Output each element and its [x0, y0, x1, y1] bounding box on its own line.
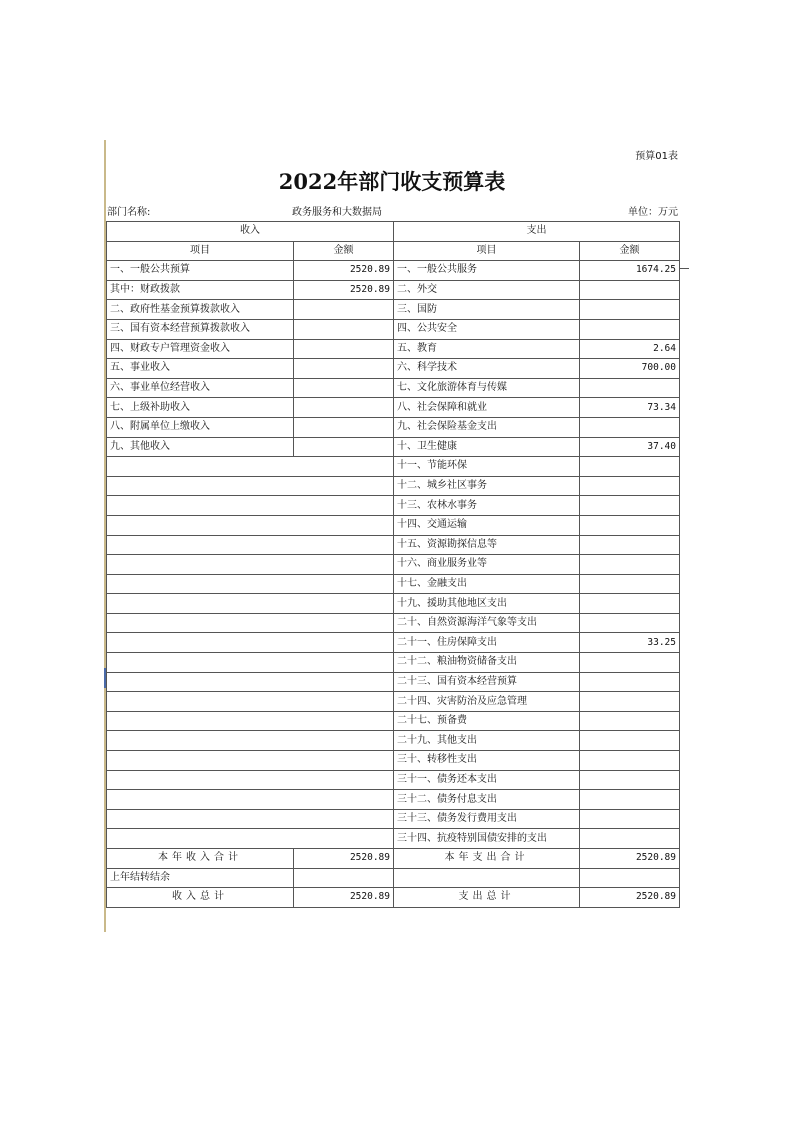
income-blank-cell — [107, 633, 394, 653]
expense-amount-cell — [580, 319, 680, 339]
expense-year-total-label: 本年支出合计 — [394, 849, 580, 869]
income-amount-header: 金额 — [294, 241, 394, 261]
expense-amount-cell: 1674.25 — [580, 261, 680, 281]
table-row — [107, 476, 680, 496]
budget-table — [106, 221, 680, 908]
expense-amount-cell: 33.25 — [580, 633, 680, 653]
income-item-cell: 三、国有资本经营预算拨款收入 — [107, 319, 294, 339]
income-blank-cell — [107, 515, 394, 535]
table-edge-stub — [679, 268, 689, 269]
table-row — [107, 319, 680, 339]
carryover-row — [107, 868, 680, 888]
income-blank-cell — [107, 692, 394, 712]
income-total-label: 收入总计 — [107, 888, 294, 908]
income-amount-cell: 2520.89 — [294, 280, 394, 300]
income-blank-cell — [107, 574, 394, 594]
income-amount-cell — [294, 359, 394, 379]
income-amount-cell — [294, 398, 394, 418]
income-blank-cell — [107, 613, 394, 633]
expense-amount-cell — [580, 770, 680, 790]
expense-item-cell: 三、国防 — [394, 300, 580, 320]
table-row — [107, 672, 680, 692]
income-blank-cell — [107, 809, 394, 829]
income-blank-cell — [107, 457, 394, 477]
table-row — [107, 280, 680, 300]
expense-amount-cell: 2.64 — [580, 339, 680, 359]
expense-amount-cell — [580, 790, 680, 810]
table-row — [107, 574, 680, 594]
expense-item-cell: 八、社会保障和就业 — [394, 398, 580, 418]
table-row — [107, 437, 680, 457]
expense-item-cell: 十三、农林水事务 — [394, 496, 580, 516]
income-blank-cell — [107, 829, 394, 849]
expense-item-cell: 二十九、其他支出 — [394, 731, 580, 751]
expense-year-total-value: 2520.89 — [580, 849, 680, 869]
table-row — [107, 457, 680, 477]
expense-amount-cell — [580, 613, 680, 633]
department-label: 部门名称: — [107, 207, 151, 218]
table-row — [107, 378, 680, 398]
table-row — [107, 633, 680, 653]
income-amount-cell — [294, 300, 394, 320]
expense-amount-cell — [580, 653, 680, 673]
header-row-sections — [107, 222, 680, 242]
expense-amount-cell — [580, 535, 680, 555]
expense-amount-cell — [580, 751, 680, 771]
table-row — [107, 339, 680, 359]
expense-amount-cell — [580, 300, 680, 320]
expense-item-cell: 十五、资源勘探信息等 — [394, 535, 580, 555]
expense-amount-cell — [580, 594, 680, 614]
income-item-cell: 五、事业收入 — [107, 359, 294, 379]
expense-amount-cell: 700.00 — [580, 359, 680, 379]
carryover-label: 上年结转结余 — [107, 868, 294, 888]
table-row — [107, 809, 680, 829]
expense-item-cell: 一、一般公共服务 — [394, 261, 580, 281]
table-row — [107, 398, 680, 418]
expense-item-cell: 二十三、国有资本经营预算 — [394, 672, 580, 692]
expense-item-cell: 五、教育 — [394, 339, 580, 359]
table-row — [107, 496, 680, 516]
income-item-cell: 四、财政专户管理资金收入 — [107, 339, 294, 359]
table-row — [107, 594, 680, 614]
income-year-total-label: 本年收入合计 — [107, 849, 294, 869]
expense-section-header: 支出 — [394, 222, 680, 242]
income-item-cell: 六、事业单位经营收入 — [107, 378, 294, 398]
table-row — [107, 653, 680, 673]
expense-item-cell: 六、科学技术 — [394, 359, 580, 379]
expense-item-cell: 三十、转移性支出 — [394, 751, 580, 771]
expense-item-cell: 十一、节能环保 — [394, 457, 580, 477]
expense-amount-cell — [580, 809, 680, 829]
expense-amount-cell — [580, 829, 680, 849]
expense-item-cell: 十七、金融支出 — [394, 574, 580, 594]
income-blank-cell — [107, 672, 394, 692]
income-section-header: 收入 — [107, 222, 394, 242]
expense-amount-cell: 37.40 — [580, 437, 680, 457]
income-item-cell: 一、一般公共预算 — [107, 261, 294, 281]
expense-item-cell: 二十一、住房保障支出 — [394, 633, 580, 653]
expense-item-cell: 十九、援助其他地区支出 — [394, 594, 580, 614]
table-row — [107, 535, 680, 555]
expense-item-cell: 二、外交 — [394, 280, 580, 300]
expense-amount-cell — [580, 496, 680, 516]
expense-amount-cell — [580, 731, 680, 751]
year-total-row — [107, 849, 680, 869]
table-row — [107, 555, 680, 575]
income-amount-cell — [294, 378, 394, 398]
expense-amount-cell — [580, 476, 680, 496]
expense-amount-header: 金额 — [580, 241, 680, 261]
expense-item-header: 项目 — [394, 241, 580, 261]
expense-item-cell: 十四、交通运输 — [394, 515, 580, 535]
expense-amount-cell — [580, 672, 680, 692]
table-row — [107, 829, 680, 849]
carryover-value — [294, 868, 394, 888]
income-blank-cell — [107, 653, 394, 673]
income-blank-cell — [107, 496, 394, 516]
expense-amount-cell — [580, 555, 680, 575]
expense-blank-cell — [394, 868, 580, 888]
department-name: 政务服务和大数据局 — [292, 207, 382, 218]
expense-amount-cell — [580, 692, 680, 712]
income-amount-cell: 2520.89 — [294, 261, 394, 281]
income-blank-cell — [107, 535, 394, 555]
income-blank-cell — [107, 790, 394, 810]
expense-item-cell: 三十四、抗疫特别国债安排的支出 — [394, 829, 580, 849]
form-number: 预算01表 — [635, 151, 678, 162]
income-item-cell: 八、附属单位上缴收入 — [107, 417, 294, 437]
income-blank-cell — [107, 476, 394, 496]
table-row — [107, 261, 680, 281]
table-row — [107, 359, 680, 379]
expense-item-cell: 二十七、预备费 — [394, 711, 580, 731]
expense-item-cell: 三十二、债务付息支出 — [394, 790, 580, 810]
table-row — [107, 711, 680, 731]
expense-amount-cell — [580, 711, 680, 731]
expense-item-cell: 三十一、债务还本支出 — [394, 770, 580, 790]
expense-item-cell: 九、社会保险基金支出 — [394, 417, 580, 437]
table-row — [107, 751, 680, 771]
income-item-cell: 其中：财政拨款 — [107, 280, 294, 300]
income-item-cell: 二、政府性基金预算拨款收入 — [107, 300, 294, 320]
expense-amount-cell — [580, 280, 680, 300]
table-row — [107, 417, 680, 437]
expense-blank-amount — [580, 868, 680, 888]
expense-item-cell: 十六、商业服务业等 — [394, 555, 580, 575]
unit-label: 单位：万元 — [628, 207, 678, 218]
income-amount-cell — [294, 437, 394, 457]
income-blank-cell — [107, 555, 394, 575]
grand-total-row — [107, 888, 680, 908]
table-row — [107, 770, 680, 790]
header-row-columns — [107, 241, 680, 261]
expense-amount-cell — [580, 457, 680, 477]
income-blank-cell — [107, 731, 394, 751]
income-amount-cell — [294, 339, 394, 359]
expense-item-cell: 四、公共安全 — [394, 319, 580, 339]
expense-item-cell: 二十、自然资源海洋气象等支出 — [394, 613, 580, 633]
expense-item-cell: 十、卫生健康 — [394, 437, 580, 457]
expense-item-cell: 二十四、灾害防治及应急管理 — [394, 692, 580, 712]
income-blank-cell — [107, 770, 394, 790]
table-row — [107, 731, 680, 751]
income-amount-cell — [294, 417, 394, 437]
income-total-value: 2520.89 — [294, 888, 394, 908]
table-row — [107, 613, 680, 633]
expense-total-value: 2520.89 — [580, 888, 680, 908]
income-blank-cell — [107, 594, 394, 614]
expense-amount-cell — [580, 574, 680, 594]
expense-item-cell: 十二、城乡社区事务 — [394, 476, 580, 496]
income-item-cell: 七、上级补助收入 — [107, 398, 294, 418]
table-row — [107, 515, 680, 535]
table-row — [107, 300, 680, 320]
expense-amount-cell — [580, 417, 680, 437]
income-blank-cell — [107, 751, 394, 771]
expense-item-cell: 二十二、粮油物资储备支出 — [394, 653, 580, 673]
expense-item-cell: 七、文化旅游体育与传媒 — [394, 378, 580, 398]
income-item-cell: 九、其他收入 — [107, 437, 294, 457]
income-blank-cell — [107, 711, 394, 731]
income-year-total-value: 2520.89 — [294, 849, 394, 869]
table-row — [107, 692, 680, 712]
expense-amount-cell — [580, 515, 680, 535]
expense-amount-cell: 73.34 — [580, 398, 680, 418]
table-row — [107, 790, 680, 810]
expense-total-label: 支出总计 — [394, 888, 580, 908]
income-item-header: 项目 — [107, 241, 294, 261]
income-amount-cell — [294, 319, 394, 339]
expense-item-cell: 三十三、债务发行费用支出 — [394, 809, 580, 829]
expense-amount-cell — [580, 378, 680, 398]
page-title: 2022年部门收支预算表 — [278, 169, 506, 194]
